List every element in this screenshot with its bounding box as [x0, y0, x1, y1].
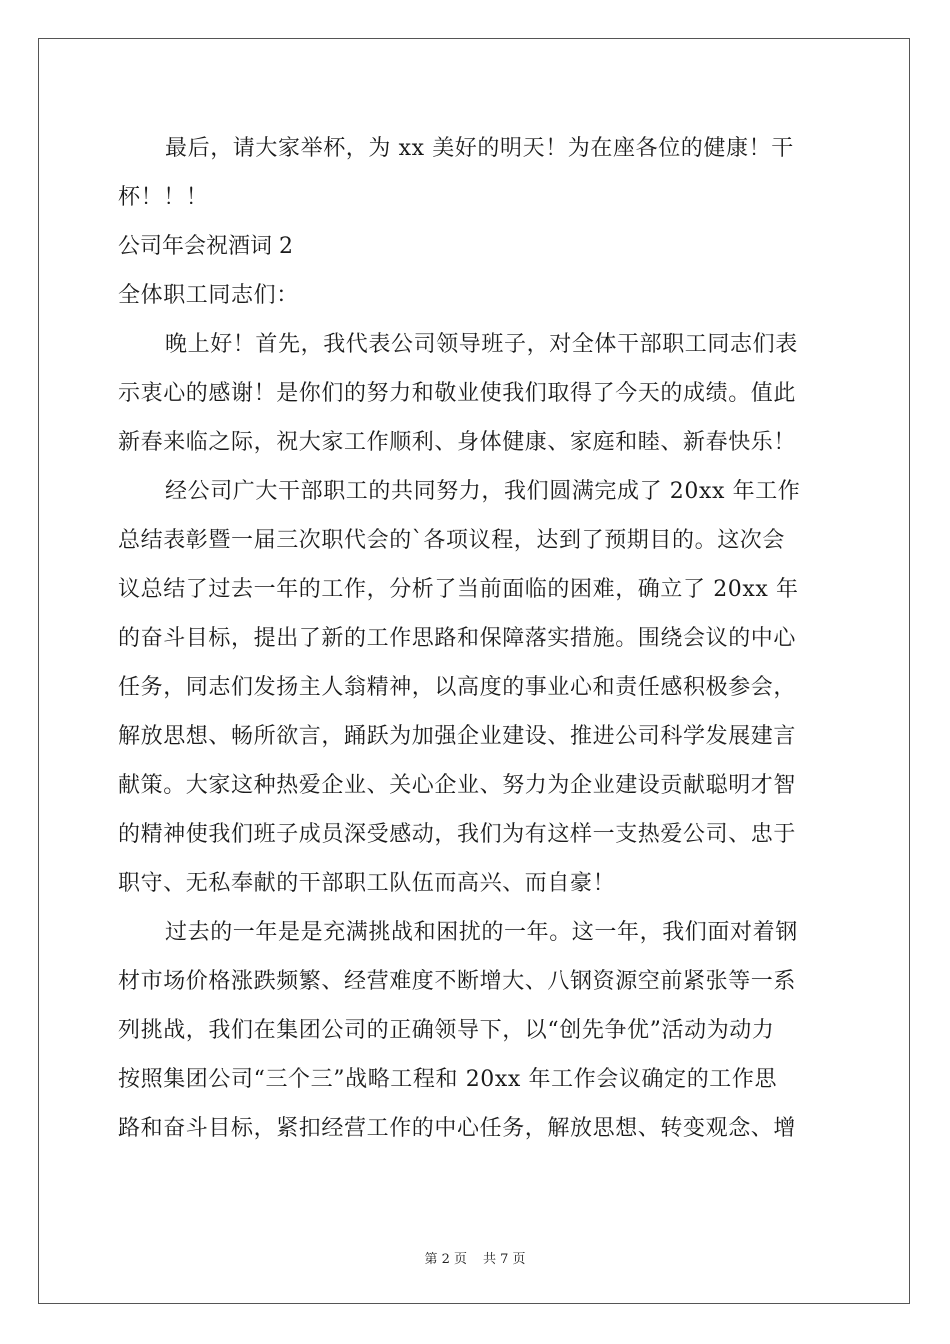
paragraph-line: 晚上好！首先，我代表公司领导班子，对全体干部职工同志们表 — [165, 332, 798, 357]
paragraph-line: 经公司广大干部职工的共同努力，我们圆满完成了 20xx 年工作 — [165, 479, 801, 504]
paragraph-line: 职守、无私奉献的干部职工队伍而高兴、而自豪！ — [118, 871, 616, 896]
paragraph-line: 的精神使我们班子成员深受感动，我们为有这样一支热爱公司、忠于 — [118, 822, 797, 847]
page-footer — [0, 1248, 950, 1267]
paragraph-line: 新春来临之际，祝大家工作顺利、身体健康、家庭和睦、新春快乐！ — [118, 430, 797, 455]
paragraph-line: 按照集团公司“三个三”战略工程和 20xx 年工作会议确定的工作思 — [118, 1067, 778, 1092]
page-number: 第 2 页 — [424, 1252, 467, 1267]
paragraph-line: 最后，请大家举杯，为 xx 美好的明天！为在座各位的健康！干 — [165, 136, 794, 161]
document-body — [118, 124, 834, 1153]
paragraph-line: 议总结了过去一年的工作，分析了当前面临的困难，确立了 20xx 年 — [118, 577, 799, 602]
paragraph-line: 总结表彰暨一届三次职代会的`各项议程，达到了预期目的。这次会 — [118, 528, 786, 553]
paragraph-line: 任务，同志们发扬主人翁精神，以高度的事业心和责任感积极参会， — [118, 675, 797, 700]
paragraph-line: 列挑战，我们在集团公司的正确领导下，以“创先争优”活动为动力 — [118, 1018, 775, 1043]
section-title: 公司年会祝酒词 2 — [118, 234, 293, 259]
paragraph-line: 的奋斗目标，提出了新的工作思路和保障落实措施。围绕会议的中心 — [118, 626, 797, 651]
paragraph-line: 杯！！！ — [118, 185, 209, 210]
paragraph-line: 解放思想、畅所欲言，踊跃为加强企业建设、推进公司科学发展建言 — [118, 724, 797, 749]
paragraph-line: 过去的一年是是充满挑战和困扰的一年。这一年，我们面对着钢 — [165, 920, 798, 945]
paragraph-line: 路和奋斗目标，紧扣经营工作的中心任务，解放思想、转变观念、增 — [118, 1116, 797, 1141]
paragraph-line: 示衷心的感谢！是你们的努力和敬业使我们取得了今天的成绩。值此 — [118, 381, 797, 406]
paragraph-line: 材市场价格涨跌频繁、经营难度不断增大、八钢资源空前紧张等一系 — [118, 969, 797, 994]
page-total: 共 7 页 — [483, 1252, 526, 1267]
salutation: 全体职工同志们： — [118, 283, 299, 308]
paragraph-line: 献策。大家这种热爱企业、关心企业、努力为企业建设贡献聪明才智 — [118, 773, 797, 798]
